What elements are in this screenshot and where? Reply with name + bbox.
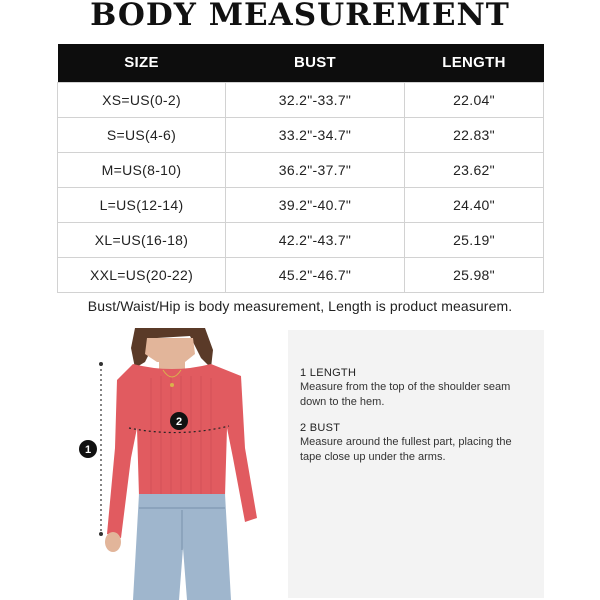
measurement-note: Bust/Waist/Hip is body measurement, Length is product measurem. (87, 298, 513, 314)
table-row (58, 222, 544, 257)
cell-size: L=US(12-14) (58, 187, 226, 222)
cell-length: 25.98" (405, 257, 544, 292)
cell-length: 23.62" (405, 152, 544, 187)
length-measure-bottom (99, 532, 103, 536)
bust-guide-heading: 2 BUST (300, 422, 341, 434)
cell-length: 22.04" (405, 82, 544, 117)
model-neck (159, 358, 185, 370)
length-measure-top (99, 362, 103, 366)
cell-size: S=US(4-6) (58, 117, 226, 152)
cell-size: M=US(8-10) (58, 152, 226, 187)
marker-bust-label: 2 (175, 416, 183, 428)
length-guide (300, 367, 536, 410)
marker-length-label: 1 (84, 444, 92, 456)
cell-size: XL=US(16-18) (58, 222, 226, 257)
cell-bust: 36.2"-37.7" (226, 152, 405, 187)
table-header-row (58, 44, 544, 82)
model-hand-left (105, 532, 121, 552)
cell-size: XS=US(0-2) (58, 82, 226, 117)
model-figure (84, 328, 275, 600)
necklace-pendant (170, 383, 174, 387)
size-chart-table (57, 44, 544, 293)
cell-length: 25.19" (405, 222, 544, 257)
table-row (58, 82, 544, 117)
cell-bust: 39.2"-40.7" (226, 187, 405, 222)
cell-bust: 32.2"-33.7" (226, 82, 405, 117)
header-bust: BUST (226, 44, 405, 82)
cell-length: 24.40" (405, 187, 544, 222)
cell-length: 22.83" (405, 117, 544, 152)
header-size: SIZE (58, 44, 226, 82)
header-length: LENGTH (405, 44, 544, 82)
length-guide-description: Measure from the top of the shoulder seam down to the hem. (300, 381, 511, 408)
table-row (58, 187, 544, 222)
page-title: BODY MEASUREMENT (90, 0, 510, 33)
measurement-guide-panel (288, 330, 544, 598)
cell-size: XXL=US(20-22) (58, 257, 226, 292)
length-guide-heading: 1 LENGTH (300, 367, 357, 379)
bust-guide (300, 422, 536, 465)
cell-bust: 42.2"-43.7" (226, 222, 405, 257)
cell-bust: 33.2"-34.7" (226, 117, 405, 152)
table-row (58, 117, 544, 152)
bust-guide-description: Measure around the fullest part, placing the tape close up under the arms. (300, 436, 512, 463)
table-row (58, 257, 544, 292)
table-row (58, 152, 544, 187)
cell-bust: 45.2"-46.7" (226, 257, 405, 292)
